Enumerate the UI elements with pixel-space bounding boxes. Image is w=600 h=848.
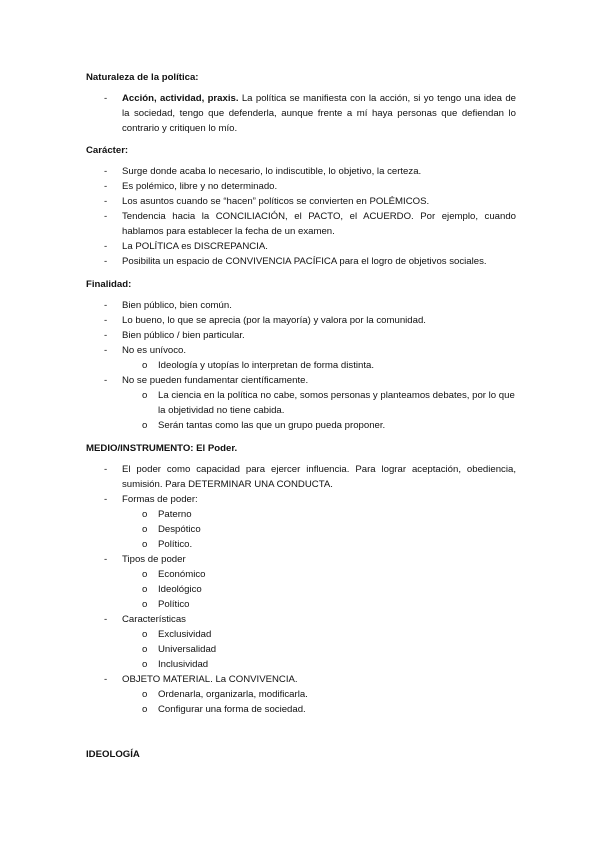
- sub-item-text: Ordenarla, organizarla, modificarla.: [158, 689, 308, 700]
- item-text: Formas de poder:: [122, 494, 198, 505]
- list-item: [86, 164, 516, 179]
- item-text: Bien público, bien común.: [122, 300, 232, 311]
- dash-marker: -: [104, 256, 108, 267]
- dash-marker: -: [104, 300, 108, 311]
- sub-list-item: [86, 642, 516, 657]
- sub-item-text: Configurar una forma de sociedad.: [158, 704, 306, 715]
- dash-marker: -: [104, 614, 108, 625]
- item-text: Características: [122, 614, 186, 625]
- caracter-list: [86, 164, 516, 269]
- list-item: [86, 462, 516, 492]
- medio-list-cont: [86, 672, 516, 687]
- item-text: Los asuntos cuando se “hacen” políticos se convierten en POLÉMICOS.: [122, 196, 430, 207]
- bullet-marker: o: [142, 360, 148, 371]
- sub-item-text: Político: [158, 599, 190, 610]
- finalidad-sublist: [86, 358, 516, 373]
- item-text: Bien público / bien particular.: [122, 330, 245, 341]
- item-text: Surge donde acaba lo necesario, lo indiscutible, lo objetivo, la certeza.: [122, 166, 422, 177]
- sub-list-item: [86, 388, 516, 418]
- dash-marker: -: [104, 494, 108, 505]
- finalidad-list: [86, 298, 516, 358]
- dash-marker: -: [104, 315, 108, 326]
- item-bold-text: Acción, actividad, praxis.: [122, 93, 239, 104]
- sub-list-item: [86, 537, 516, 552]
- list-item: [86, 343, 516, 358]
- sub-item-text: Paterno: [158, 509, 192, 520]
- sub-item-text: Inclusividad: [158, 659, 209, 670]
- dash-marker: -: [104, 93, 108, 104]
- sub-item-text: Ideológico: [158, 584, 202, 595]
- bullet-marker: o: [142, 629, 148, 640]
- sub-list-item: [86, 687, 516, 702]
- sub-item-text: La ciencia en la política no cabe, somos personas y planteamos debates, por lo que la objetividad no tiene cabida.: [158, 390, 515, 416]
- item-text: Es polémico, libre y no determinado.: [122, 181, 278, 192]
- bullet-marker: o: [142, 584, 148, 595]
- list-item: [86, 194, 516, 209]
- section-heading-finalidad: Finalidad:: [86, 279, 132, 290]
- list-item: [86, 313, 516, 328]
- sub-item-text: Universalidad: [158, 644, 217, 655]
- item-text: Posibilita un espacio de CONVIVENCIA PACÍFICA para el logro de objetivos sociales.: [122, 256, 487, 267]
- sub-item-text: Serán tantas como las que un grupo pueda proponer.: [158, 420, 386, 431]
- item-text: La POLÍTICA es DISCREPANCIA.: [122, 241, 268, 252]
- bullet-marker: o: [142, 524, 148, 535]
- finalidad-sublist: [86, 388, 516, 433]
- sub-item-text: Ideología y utopías lo interpretan de forma distinta.: [158, 360, 374, 371]
- item-text: Tendencia hacia la CONCILIACIÓN, el PACTO, el ACUERDO. Por ejemplo, cuando hablamos para establecer la fecha de un examen.: [122, 211, 516, 237]
- list-item: [86, 373, 516, 388]
- tipos-sublist: [86, 567, 516, 612]
- list-item: [86, 492, 516, 507]
- bullet-marker: o: [142, 599, 148, 610]
- list-item: [86, 209, 516, 239]
- list-item: [86, 298, 516, 313]
- dash-marker: -: [104, 330, 108, 341]
- bullet-marker: o: [142, 420, 148, 431]
- list-item: [86, 552, 516, 567]
- section-heading-medio: MEDIO/INSTRUMENTO: El Poder.: [86, 443, 238, 454]
- bullet-marker: o: [142, 704, 148, 715]
- item-text: OBJETO MATERIAL. La CONVIVENCIA.: [122, 674, 298, 685]
- bullet-marker: o: [142, 569, 148, 580]
- item-text: El poder como capacidad para ejercer influencia. Para lograr aceptación, obediencia, sumisión. Para DETERMINAR UNA CONDUCTA.: [122, 464, 516, 490]
- section-heading-caracter: Carácter:: [86, 145, 129, 156]
- sub-list-item: [86, 702, 516, 717]
- dash-marker: -: [104, 554, 108, 565]
- list-item: [86, 254, 516, 269]
- sub-item-text: Exclusividad: [158, 629, 212, 640]
- dash-marker: -: [104, 375, 108, 386]
- dash-marker: -: [104, 181, 108, 192]
- sub-list-item: [86, 507, 516, 522]
- sub-list-item: [86, 418, 516, 433]
- medio-list-cont: [86, 552, 516, 567]
- section-heading-ideologia: IDEOLOGÍA: [86, 749, 140, 760]
- item-text: Lo bueno, lo que se aprecia (por la mayoría) y valora por la comunidad.: [122, 315, 426, 326]
- item-text: Tipos de poder: [122, 554, 186, 565]
- sub-item-text: Político.: [158, 539, 193, 550]
- list-item: [86, 239, 516, 254]
- sub-list-item: [86, 358, 516, 373]
- objeto-sublist: [86, 687, 516, 717]
- sub-list-item: [86, 627, 516, 642]
- dash-marker: -: [104, 345, 108, 356]
- bullet-marker: o: [142, 659, 148, 670]
- list-item: [86, 672, 516, 687]
- bullet-marker: o: [142, 689, 148, 700]
- sub-list-item: [86, 522, 516, 537]
- item-text: La política se manifiesta con la acción, si yo tengo una idea de la sociedad, tengo que defenderla, aunque frente a mí haya personas que defiendan lo contrario y critiquen lo mío.: [122, 93, 517, 134]
- list-item: [86, 179, 516, 194]
- bullet-marker: o: [142, 644, 148, 655]
- sub-list-item: [86, 657, 516, 672]
- caracteristicas-sublist: [86, 627, 516, 672]
- sub-list-item: [86, 567, 516, 582]
- dash-marker: -: [104, 674, 108, 685]
- sub-item-text: Despótico: [158, 524, 201, 535]
- dash-marker: -: [104, 464, 108, 475]
- medio-list-cont: [86, 612, 516, 627]
- dash-marker: -: [104, 211, 108, 222]
- list-item: [86, 612, 516, 627]
- bullet-marker: o: [142, 539, 148, 550]
- naturaleza-list: [86, 91, 516, 136]
- bullet-marker: o: [142, 390, 148, 401]
- item-text: No es unívoco.: [122, 345, 186, 356]
- item-text: No se pueden fundamentar científicamente.: [122, 375, 309, 386]
- sub-item-text: Económico: [158, 569, 206, 580]
- dash-marker: -: [104, 166, 108, 177]
- sub-list-item: [86, 582, 516, 597]
- list-item: [86, 328, 516, 343]
- medio-list: [86, 462, 516, 507]
- section-heading-naturaleza: Naturaleza de la política:: [86, 72, 199, 83]
- dash-marker: -: [104, 241, 108, 252]
- finalidad-list-cont: [86, 373, 516, 388]
- document-page: [86, 70, 516, 762]
- list-item: [86, 91, 516, 136]
- dash-marker: -: [104, 196, 108, 207]
- bullet-marker: o: [142, 509, 148, 520]
- sub-list-item: [86, 597, 516, 612]
- formas-sublist: [86, 507, 516, 552]
